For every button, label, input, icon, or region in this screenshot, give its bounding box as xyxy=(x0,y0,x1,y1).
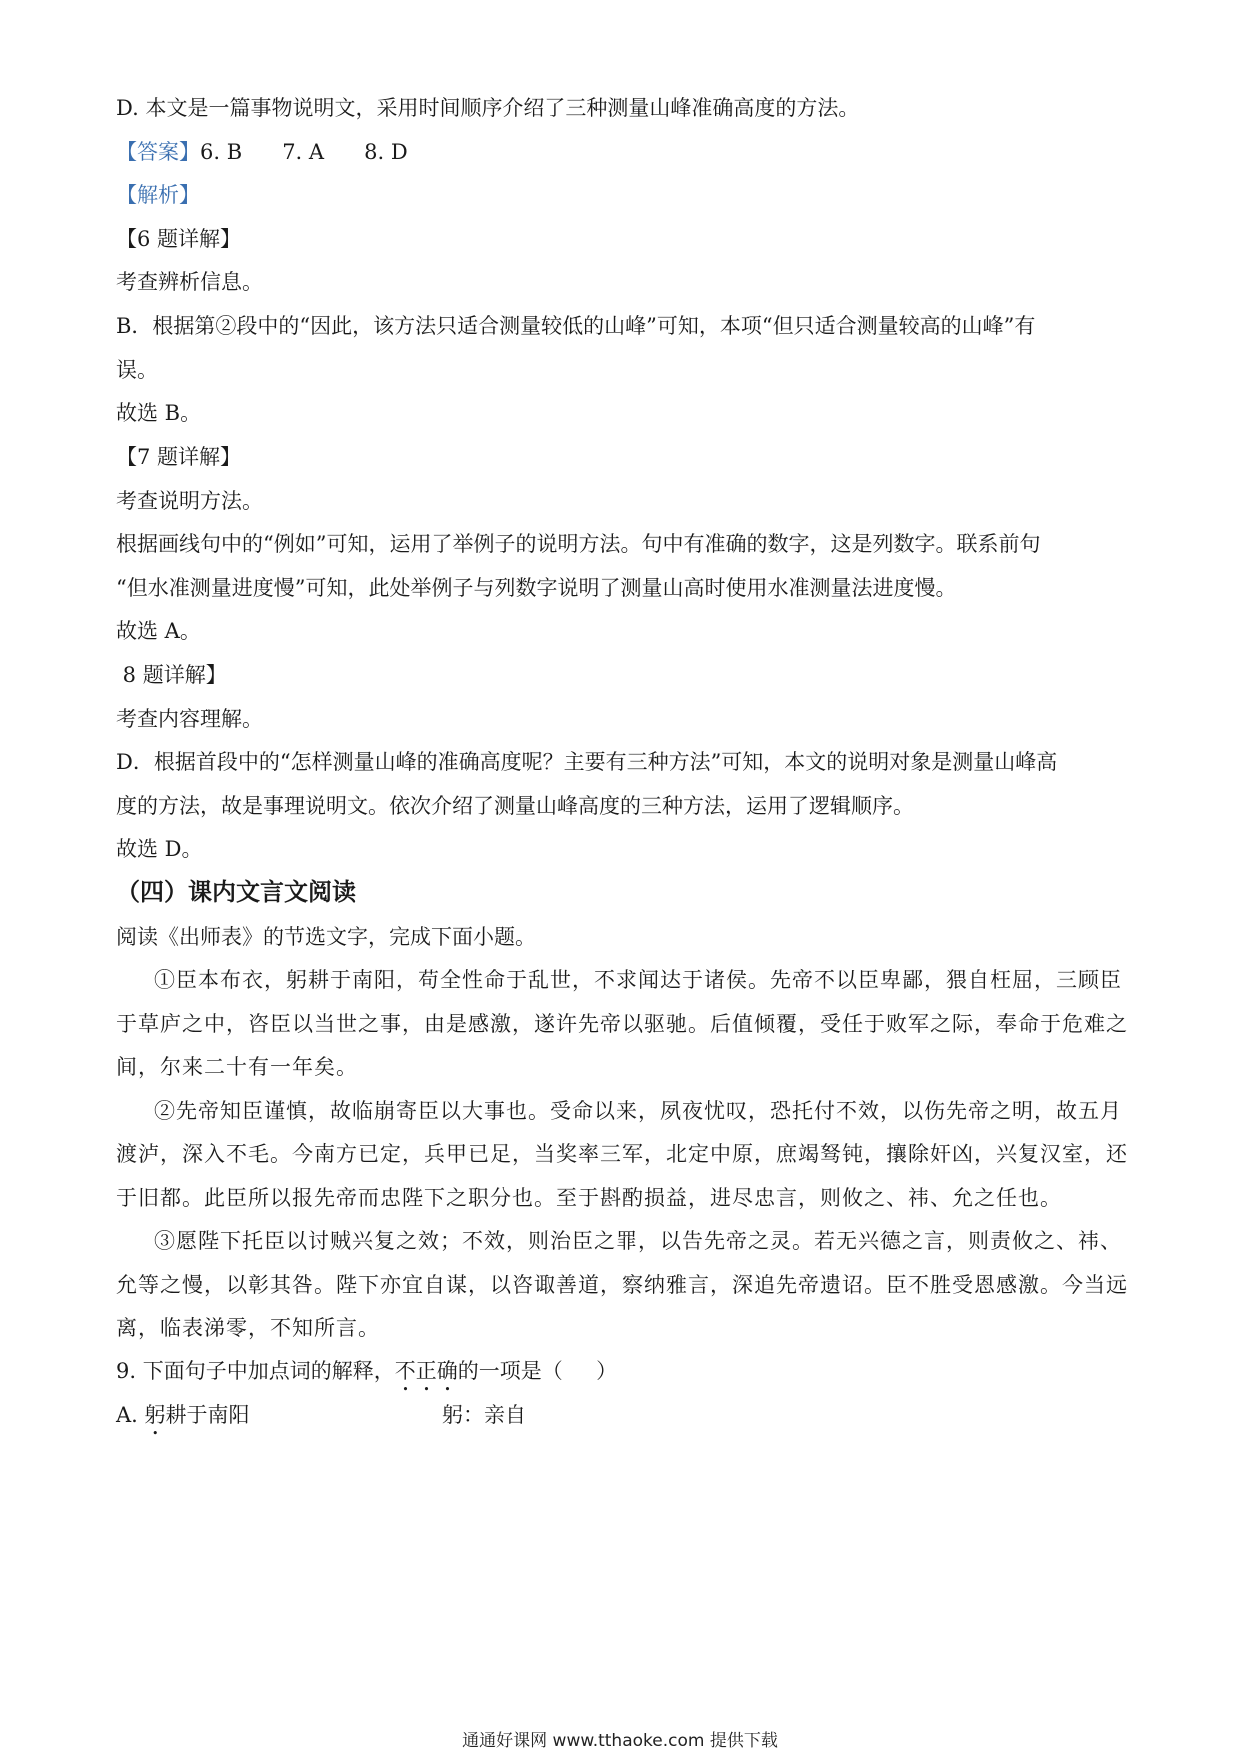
passage-line: ③愿陛下托臣以讨贼兴复之效；不效，则治臣之罪，以告先帝之灵。若无兴德之言，则责攸之、祎、 xyxy=(154,1229,1122,1253)
passage-line: 渡泸，深入不毛。今南方已定，兵甲已足，当奖率三军，北定中原，庶竭驽钝，攘除奸凶，兴复汉室，还 xyxy=(116,1142,1128,1166)
q8-title: 8 题详解】 xyxy=(116,663,227,687)
q8-text: 考查内容理解。 xyxy=(116,707,263,731)
question-9-emphasis: 不正确 xyxy=(394,1359,458,1383)
q6-text: 考查辨析信息。 xyxy=(116,270,263,294)
option-a-label: A. xyxy=(116,1403,145,1427)
q8-text: 故选 D。 xyxy=(116,837,203,861)
q6-text: 故选 B。 xyxy=(116,401,202,425)
section-heading: （四）课内文言文阅读 xyxy=(116,877,356,906)
passage-line: 离，临表涕零，不知所言。 xyxy=(116,1316,380,1340)
question-9 xyxy=(116,1357,617,1396)
footer: 通通好课网 www.tthaoke.com 提供下载 xyxy=(462,1731,778,1751)
question-9-text: 9. 下面句子中加点词的解释， xyxy=(116,1359,395,1383)
analysis-label: 【解析】 xyxy=(116,183,200,207)
option-a-sentence: 耕于南阳 xyxy=(165,1403,250,1427)
q7-text: 考查说明方法。 xyxy=(116,489,263,513)
q7-title: 【7 题详解】 xyxy=(116,445,242,469)
q6-title: 【6 题详解】 xyxy=(116,227,242,251)
option-a-explanation: 躬：亲自 xyxy=(442,1403,526,1427)
passage-line: 于旧都。此臣所以报先帝而忠陛下之职分也。至于斟酌损益，进尽忠言，则攸之、祎、允之任也。 xyxy=(116,1186,1062,1210)
passage-line: ①臣本布衣，躬耕于南阳，苟全性命于乱世，不求闻达于诸侯。先帝不以臣卑鄙，猥自枉屈，三顾臣 xyxy=(154,968,1122,992)
q7-text: 根据画线句中的“例如”可知，运用了举例子的说明方法。句中有准确的数字，这是列数字。联系前句 xyxy=(116,532,1041,556)
passage-line: 间，尔来二十有一年矣。 xyxy=(116,1055,358,1079)
option-a xyxy=(116,1401,250,1440)
passage-line: ②先帝知臣谨慎，故临崩寄臣以大事也。受命以来，夙夜忧叹，恐托付不效，以伤先帝之明，故五月 xyxy=(154,1099,1122,1123)
q6-text: B．根据第②段中的“因此，该方法只适合测量较低的山峰”可知，本项“但只适合测量较高的山峰”有 xyxy=(116,314,1036,338)
q6-text: 误。 xyxy=(116,358,158,382)
q8-text: 度的方法，故是事理说明文。依次介绍了测量山峰高度的三种方法，运用了逻辑顺序。 xyxy=(116,794,914,818)
answer-label: 【答案】 xyxy=(116,140,200,164)
answer-values: 6. B 7. A 8. D xyxy=(200,140,408,164)
q7-text: 故选 A。 xyxy=(116,619,201,643)
question-9-text: 的一项是（ ） xyxy=(457,1359,618,1383)
passage-line: 于草庐之中，咨臣以当世之事，由是感激，遂许先帝以驱驰。后值倾覆，受任于败军之际，奉命于危难之 xyxy=(116,1012,1128,1036)
answer-line xyxy=(116,138,408,166)
q8-text: D．根据首段中的“怎样测量山峰的准确高度呢？主要有三种方法”可知，本文的说明对象是测量山峰高 xyxy=(116,750,1058,774)
reading-intro: 阅读《出师表》的节选文字，完成下面小题。 xyxy=(116,925,536,949)
option-d-line: D. 本文是一篇事物说明文，采用时间顺序介绍了三种测量山峰准确高度的方法。 xyxy=(116,96,860,120)
option-a-dotted-word: 躬 xyxy=(144,1403,166,1427)
passage-line: 允等之慢，以彰其咎。陛下亦宜自谋，以咨诹善道，察纳雅言，深追先帝遗诏。臣不胜受恩感激。今当远 xyxy=(116,1273,1128,1297)
q7-text: “但水准测量进度慢”可知，此处举例子与列数字说明了测量山高时使用水准测量法进度慢。 xyxy=(116,576,957,600)
